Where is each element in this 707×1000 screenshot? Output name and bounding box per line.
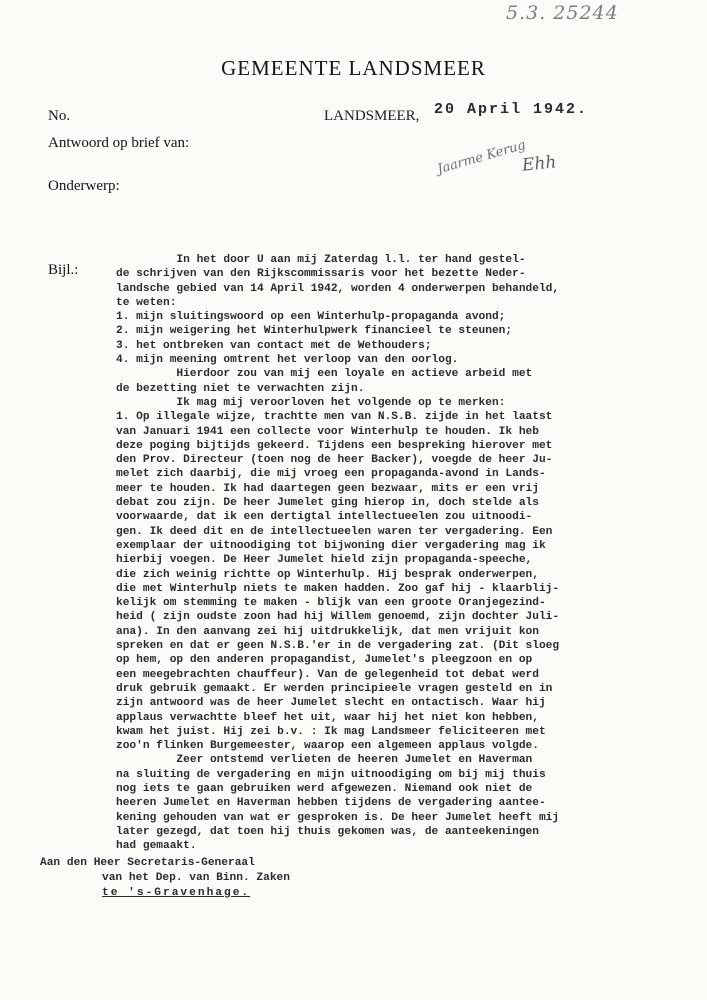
body-line: applaus verwachtte bleef het uit, waar hij het niet kon hebben, [116,711,539,724]
body-line: ana). In den aanvang zei hij uitdrukkelijk, dat men vrijuit kon [116,625,539,638]
archive-reference-number: 5.3. 25244 [506,2,619,24]
body-line: In het door U aan mij Zaterdag l.l. ter hand gestel- [116,254,526,266]
body-line: een meegebrachten chauffeur). Van de gelegenheid tot debat werd [116,668,539,681]
body-line: Zeer ontstemd verlieten de heeren Jumelet en Haverman [116,754,533,767]
body-line: landsche gebied van 14 April 1942, worden 4 onderwerpen behandeld, [116,282,560,295]
body-line: zijn antwoord was de heer Jumelet slecht en ontactisch. Waar hij [116,697,546,710]
body-line: 1. Op illegale wijze, trachtte men van N.S.B. zijde in het laatst [116,411,553,424]
body-line: had gemaakt. [116,840,197,853]
body-line: voorwaarde, dat ik een dertigtal intellectueelen zou uitnoodi- [116,511,533,524]
body-line: van Januari 1941 een collecte voor Winterhulp te houden. Ik heb [116,425,539,438]
body-line: debat zou zijn. De heer Jumelet ging hierop in, doch stelde als [116,497,539,510]
place-label: LANDSMEER, [324,108,420,124]
address-line-department: van het Dep. van Binn. Zaken [102,871,290,884]
number-label: No. [48,108,71,124]
body-line: den Prov. Directeur (toen nog de heer Backer), voegde de heer Ju- [116,454,553,467]
address-line-recipient: Aan den Heer Secretaris-Generaal [40,857,255,869]
body-line: kwam het juist. Hij zei b.v. : Ik mag Landsmeer feliciteeren met [116,725,546,738]
subject-label: Onderwerp: [48,178,120,194]
body-line: de schrijven van den Rijkscommissaris voor het bezette Neder- [116,268,526,281]
body-line: heid ( zijn oudste zoon had hij Willem genoemd, zijn dochter Juli- [116,611,560,624]
body-line: kelijk om stemming te maken - blijk van een groote Oranjegezind- [116,597,546,610]
body-line: later gezegd, dat toen hij thuis gekomen was, de aanteekeningen [116,825,539,838]
body-line: Hierdoor zou van mij een loyale en actieve arbeid met [116,368,533,381]
body-line: nog iets te gaan gebruiken werd afgewezen. Niemand ook niet de [116,782,533,795]
body-line: 2. mijn weigering het Winterhulpwerk financieel te steunen; [116,325,513,338]
letterhead-title: GEMEENTE LANDSMEER [221,56,486,80]
body-line: melet zich daarbij, die mij vroeg een propaganda-avond in Lands- [116,468,546,481]
body-line: exemplaar der uitnoodiging tot bijwoning dier vergadering mag ik [116,539,546,552]
body-line: te weten: [116,296,177,309]
reply-to-label: Antwoord op brief van: [48,135,190,151]
body-line: deze poging bijtijds gekeerd. Tijdens een bespreking hierover met [116,439,553,452]
address-line-city: te 's-Gravenhage. [102,886,251,899]
recipient-address [40,856,290,900]
body-line: Ik mag mij veroorloven het volgende op te merken: [116,396,506,409]
letter-date: 20 April 1942. [434,101,589,118]
body-line: spreken en dat er geen N.S.B.'er in de vergadering zat. (Dit sloeg [116,640,560,653]
body-line: druk gebruik gemaakt. Er werden principieele vragen gesteld en in [116,682,553,695]
body-line: 1. mijn sluitingswoord op een Winterhulp-propaganda avond; [116,311,506,324]
body-line: kening gehouden van wat er gesproken is. De heer Jumelet heeft mij [116,811,560,824]
body-line: meer te houden. Ik had daartegen geen bezwaar, mits er een vrij [116,482,539,495]
handwritten-annotation: Jaarme Kerug [435,137,528,178]
body-line: heeren Jumelet en Haverman hebben tijdens de vergadering aantee- [116,797,546,810]
body-line: de bezetting niet te verwachten zijn. [116,382,365,395]
body-line: op hem, op den anderen propagandist, Jumelet's pleegzoon en op [116,654,533,667]
body-line: die zich weinig richtte op Winterhulp. Hij besprak onderwerpen, [116,568,539,581]
body-line: 4. mijn meening omtrent het verloop van den oorlog. [116,354,459,367]
body-line: die met Winterhulp niets te maken hadden. Zoo gaf hij - klaarblij- [116,582,560,595]
body-line: 3. het ontbreken van contact met de Wethouders; [116,339,432,352]
enclosure-label: Bijl.: [48,262,79,278]
handwritten-initials: Ehh [521,152,558,176]
body-line: gen. Ik deed dit en de intellectueelen waren ter vergadering. Een [116,525,553,538]
letter-body [116,253,698,853]
body-line: zoo'n flinken Burgemeester, waarop een algemeen applaus volgde. [116,740,539,753]
body-line: na sluiting de vergadering en mijn uitnoodiging om bij mij thuis [116,768,546,781]
body-line: hierbij voegen. De Heer Jumelet hield zijn propaganda-speeche, [116,554,533,567]
